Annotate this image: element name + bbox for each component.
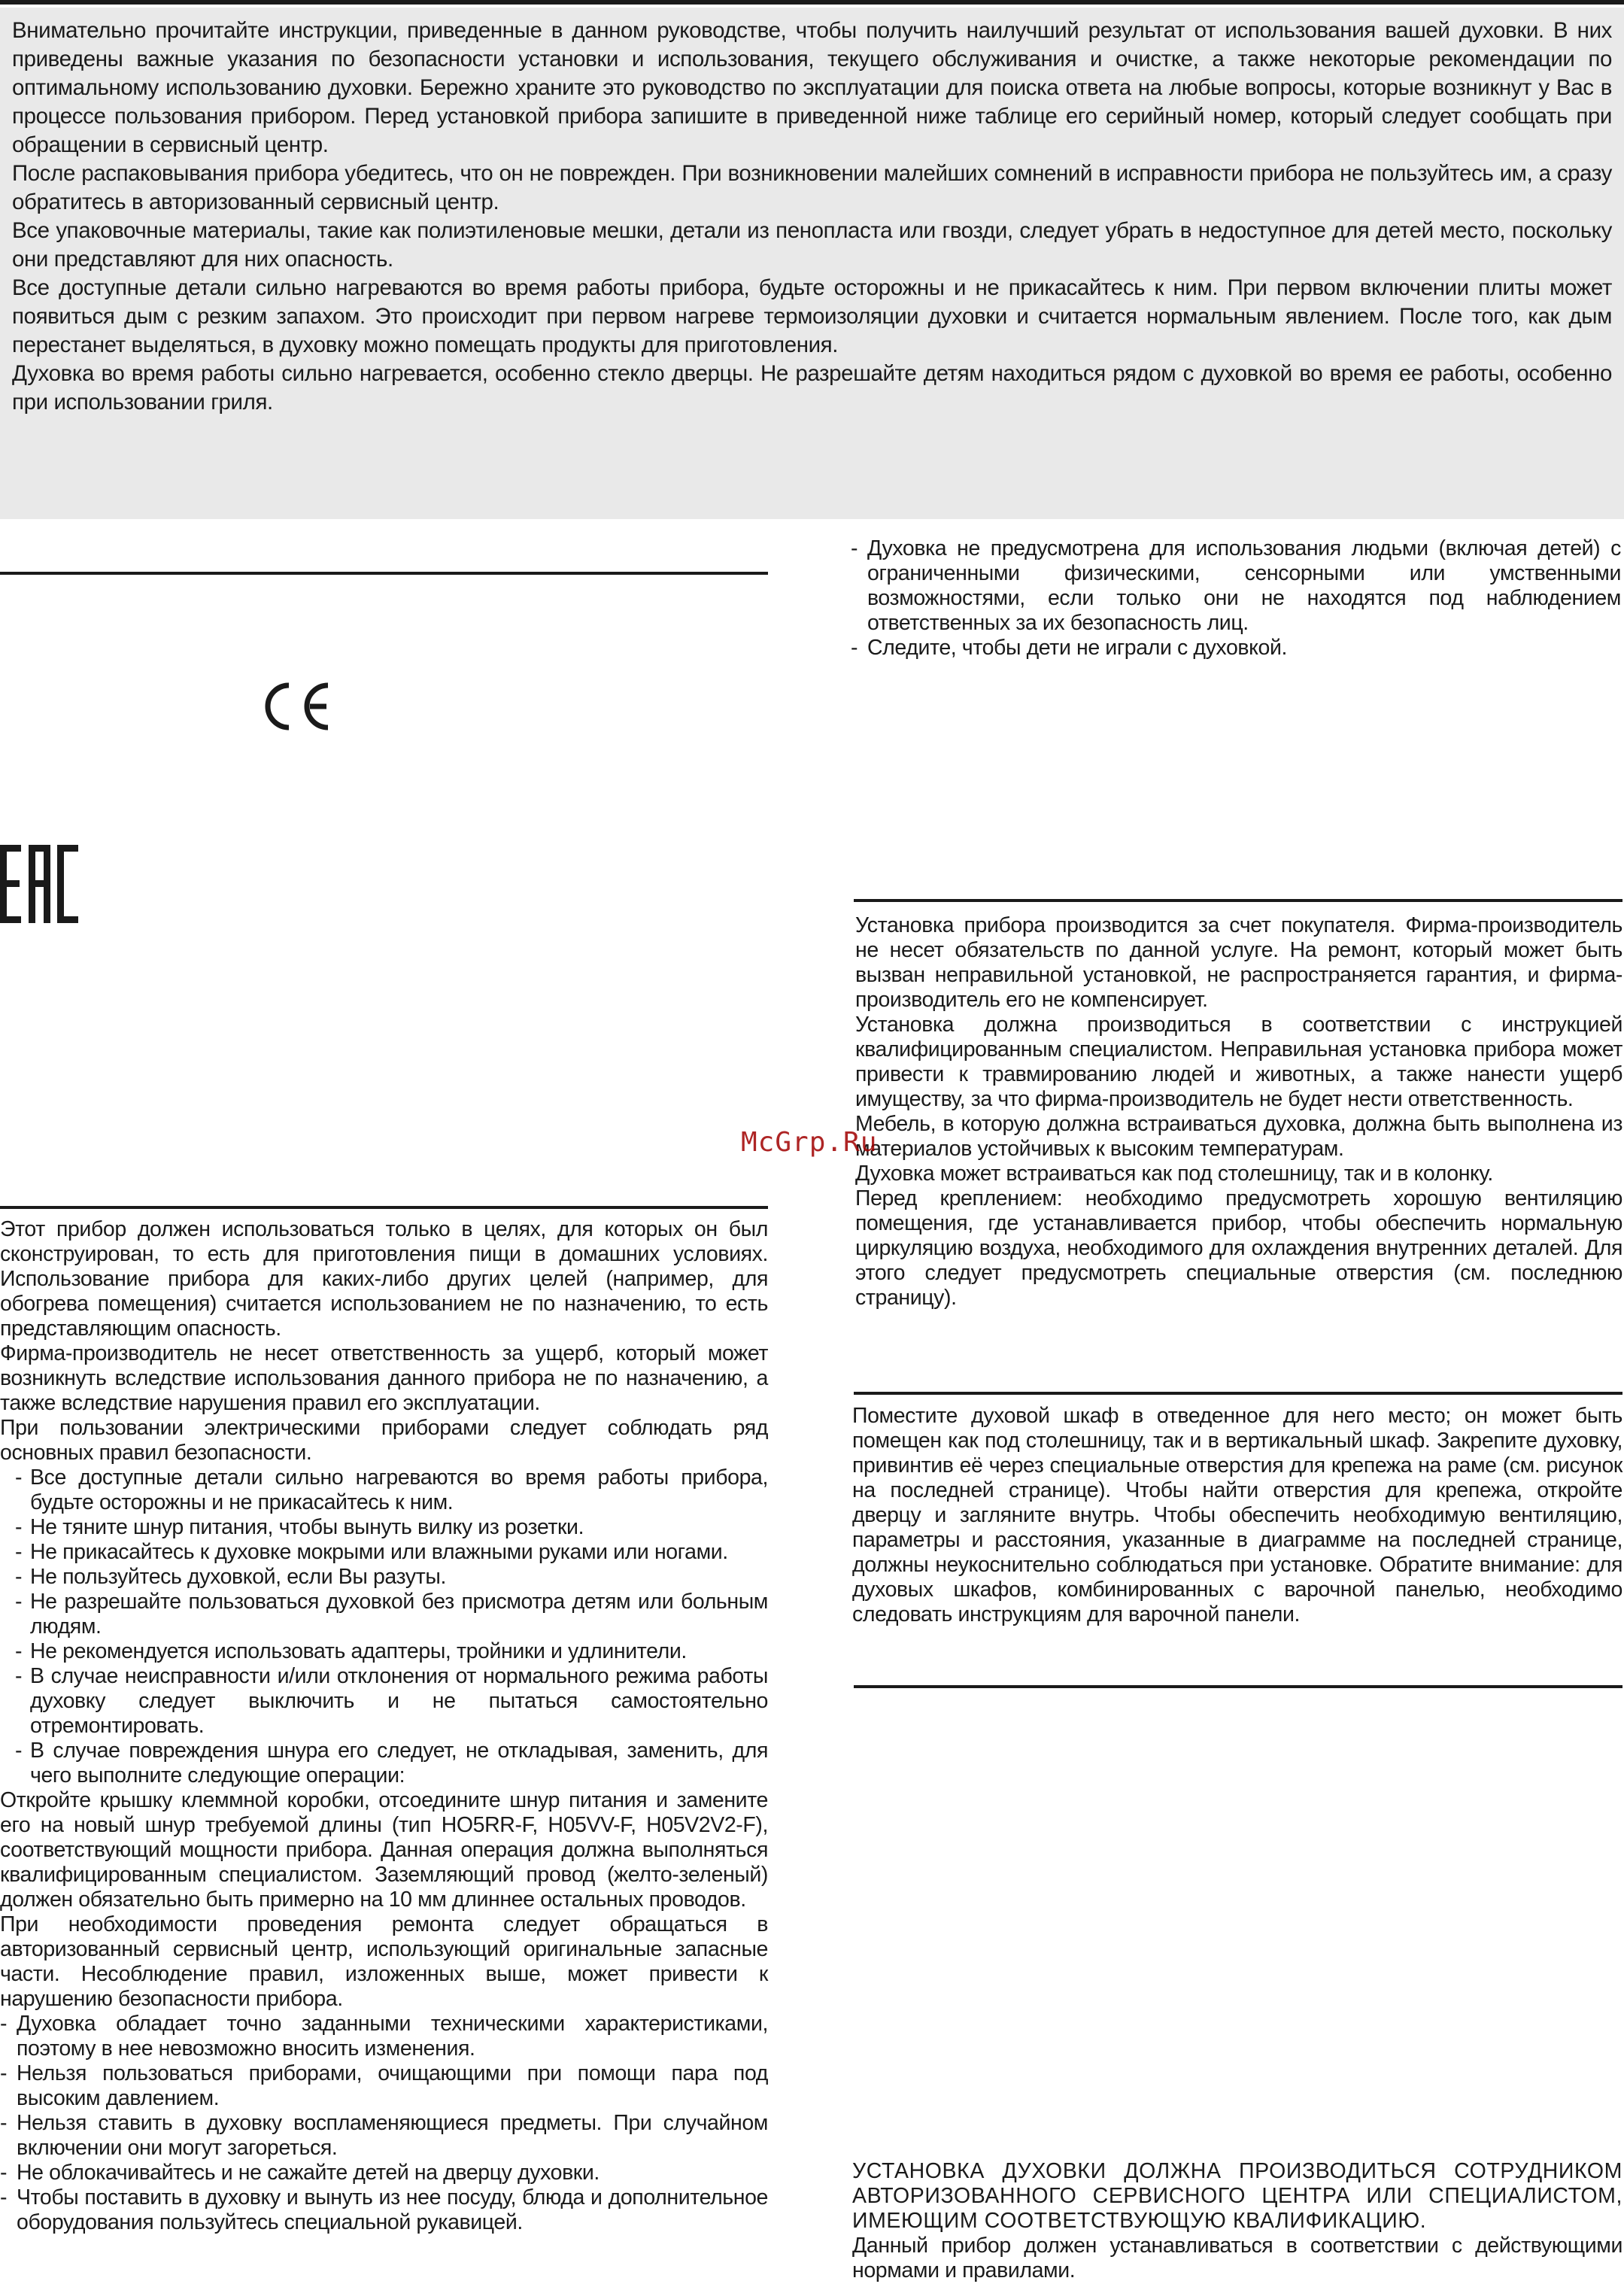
intro-paragraph: Все доступные детали сильно нагреваются во время работы прибора, будьте осторожны и не прикасайтесь к ним. При первом включении плиты может появиться дым с резким запахом. Это происходит при первом нагреве термоизоляции духовки и считается нормальным явлением. После того, как дым перестанет выделяться, в духовку можно помещать продукты для приготовления. <box>12 275 1612 357</box>
top-rule <box>0 0 1624 5</box>
watermark: McGrp.Ru <box>741 1127 878 1158</box>
ce-mark-icon <box>263 681 332 732</box>
usage-paragraph: Этот прибор должен использоваться только в целях, для которых он был сконструирован, то есть для приготовления пищи в домашних условиях. Использование прибора для каких-либо других целей (например, для обогрева помещения) считается использованием не по назначению, то есть представляющим опасность. <box>0 1217 768 1341</box>
placement-section-rule <box>854 1392 1622 1395</box>
safety-rule-item: - Не прикасайтесь к духовке мокрыми или влажными руками или ногами. <box>0 1540 768 1565</box>
usage-paragraph: Откройте крышку клеммной коробки, отсоедините шнур питания и замените его на новый шнур требуемой длины (тип HO5RR-F, H05VV-F, H05V2V2-F), соответствующий мощности прибора. Данная операция должна выполняться квалифицированным специалистом. Заземляющий провод (желто-зеленый) должен обязательно быть примерно на 10 мм длиннее остальных проводов. <box>0 1788 768 1912</box>
caution-item: - Духовка обладает точно заданными техническими характеристиками, поэтому в нее невозможно вносить изменения. <box>0 2012 768 2061</box>
intro-paragraph: Все упаковочные материалы, такие как полиэтиленовые мешки, детали из пенопласта или гвозди, следует убрать в недоступное для детей место, поскольку они представляют для них опасность. <box>12 218 1612 272</box>
install-section <box>855 913 1622 1311</box>
intro-paragraph: После распаковывания прибора убедитесь, что он не поврежден. При возникновении малейших сомнений в исправности прибора не пользуйтесь им, а сразу обратитесь в авторизованный сервисный центр. <box>12 161 1612 214</box>
eac-mark <box>0 845 78 927</box>
empty-section-rule <box>854 1685 1622 1688</box>
eac-mark-icon <box>0 845 78 923</box>
safety-rule-item: - Все доступные детали сильно нагреваются во время работы прибора, будьте осторожны и не прикасайтесь к ним. <box>0 1465 768 1515</box>
safety-rule-item: - Не разрешайте пользоваться духовкой без присмотра детям или больным людям. <box>0 1590 768 1639</box>
safety-rule-item: - Не рекомендуется использовать адаптеры, тройники и удлинители. <box>0 1639 768 1664</box>
usage-section-rule <box>0 1206 768 1209</box>
caution-item: - Не облокачивайтесь и не сажайте детей на дверцу духовки. <box>0 2161 768 2185</box>
caution-item: - Чтобы поставить в духовку и вынуть из нее посуду, блюда и дополнительное оборудования пользуйтесь специальной рукавицей. <box>0 2185 768 2235</box>
left-section-rule <box>0 572 768 575</box>
safety-rule-item: - Не пользуйтесь духовкой, если Вы разуты. <box>0 1565 768 1590</box>
placement-paragraph: Поместите духовой шкаф в отведенное для него место; он может быть помещен как под столешницу, так и в вертикальный шкаф. Закрепите духовку, привинтив её через специальные отверстия для крепежа на раме (см. рисунок на последней странице). Чтобы найти отверстия для крепежа, откройте дверцу и загляните внутрь. Чтобы обеспечить необходимую вентиляцию, параметры и расстояния, указанные в диаграмме на последней странице, должны неукоснительно соблюдаться при установке. Обратите внимание: для духовых шкафов, комбинированных с варочной панелью, необходимо следовать инструкциям для варочной панели. <box>852 1404 1622 1626</box>
installer-notice <box>852 2159 1622 2283</box>
installer-notice-caps: УСТАНОВКА ДУХОВКИ ДОЛЖНА ПРОИЗВОДИТЬСЯ СОТРУДНИКОМ АВТОРИЗОВАННОГО СЕРВИСНОГО ЦЕНТРА ИЛИ СПЕЦИАЛИСТОМ, ИМЕЮЩИМ СООТВЕТСТВУЮЩУЮ КВАЛИФИКАЦИЮ. <box>852 2159 1622 2233</box>
usage-section <box>0 1217 768 2235</box>
list-item: - Следите, чтобы дети не играли с духовкой. <box>851 636 1621 661</box>
caution-item: - Нельзя пользоваться приборами, очищающими при помощи пара под высоким давлением. <box>0 2061 768 2111</box>
ce-mark <box>263 681 332 736</box>
usage-paragraph: Фирма-производитель не несет ответственность за ущерб, который может возникнуть вследствие использования данного прибора не по назначению, а также вследствие нарушения правил его эксплуатации. <box>0 1341 768 1415</box>
install-paragraph: Установка прибора производится за счет покупателя. Фирма-производитель не несет обязательств по данной услуге. На ремонт, который может быть вызван неправильной установкой, не распространяется гарантия, и фирма-производитель его не компенсирует. <box>855 913 1622 1012</box>
install-paragraph: Мебель, в которую должна встраиваться духовка, должна быть выполнена из материалов устойчивых к высоким температурам. <box>855 1112 1622 1161</box>
installer-notice-text: Данный прибор должен устанавливаться в соответствии с действующими нормами и правилами. <box>852 2234 1622 2282</box>
safety-rule-item: - В случае повреждения шнура его следует, не откладывая, заменить, для чего выполните следующие операции: <box>0 1739 768 1788</box>
right-top-list <box>851 536 1621 661</box>
usage-paragraph: При пользовании электрическими приборами следует соблюдать ряд основных правил безопасности. <box>0 1416 768 1465</box>
install-paragraph: Духовка может встраиваться как под столешницу, так и в колонку. <box>855 1162 1493 1186</box>
placement-section <box>852 1404 1622 1627</box>
install-paragraph: Перед креплением: необходимо предусмотреть хорошую вентиляцию помещения, где устанавливается прибор, чтобы обеспечить нормальную циркуляцию воздуха, необходимого для охлаждения внутренних деталей. Для этого следует предусмотреть специальные отверстия (см. последнюю страницу). <box>855 1186 1622 1310</box>
caution-item: - Нельзя ставить в духовку воспламеняющиеся предметы. При случайном включении они могут загореться. <box>0 2111 768 2161</box>
safety-rule-item: - Не тяните шнур питания, чтобы вынуть вилку из розетки. <box>0 1515 768 1540</box>
intro-paragraph: Внимательно прочитайте инструкции, приведенные в данном руководстве, чтобы получить наилучший результат от использования вашей духовки. В них приведены важные указания по безопасности установки и использования, текущего обслуживания и очистке, а также некоторые рекомендации по оптимальному использованию духовки. Бережно храните это руководство по эксплуатации для поиска ответа на любые вопросы, которые возникнут у Вас в процессе пользования прибором. Перед установкой прибора запишите в приведенной ниже таблице его серийный номер, который следует сообщать при обращении в сервисный центр. <box>12 18 1612 157</box>
safety-rule-item: - В случае неисправности и/или отклонения от нормального режима работы духовку следует выключить и не пытаться самостоятельно отремонтировать. <box>0 1664 768 1739</box>
intro-box <box>0 8 1624 519</box>
install-section-rule <box>854 899 1622 902</box>
usage-paragraph: При необходимости проведения ремонта следует обращаться в авторизованный сервисный центр, использующий оригинальные запасные части. Несоблюдение правил, изложенных выше, может привести к нарушению безопасности прибора. <box>0 1912 768 2011</box>
intro-paragraph: Духовка во время работы сильно нагревается, особенно стекло дверцы. Не разрешайте детям находиться рядом с духовкой во время ее работы, особенно при использовании гриля. <box>12 361 1612 415</box>
install-paragraph: Установка должна производиться в соответствии с инструкцией квалифицированным специалистом. Неправильная установка прибора может привести к травмированию людей и животных, а также нанести ущерб имуществу, за что фирма-производитель не будет нести ответственность. <box>855 1013 1622 1111</box>
list-item: - Духовка не предусмотрена для использования людьми (включая детей) с ограниченными физическими, сенсорными или умственными возможностями, если только они не находятся под наблюдением ответственных за их безопасность лиц. <box>851 536 1621 636</box>
